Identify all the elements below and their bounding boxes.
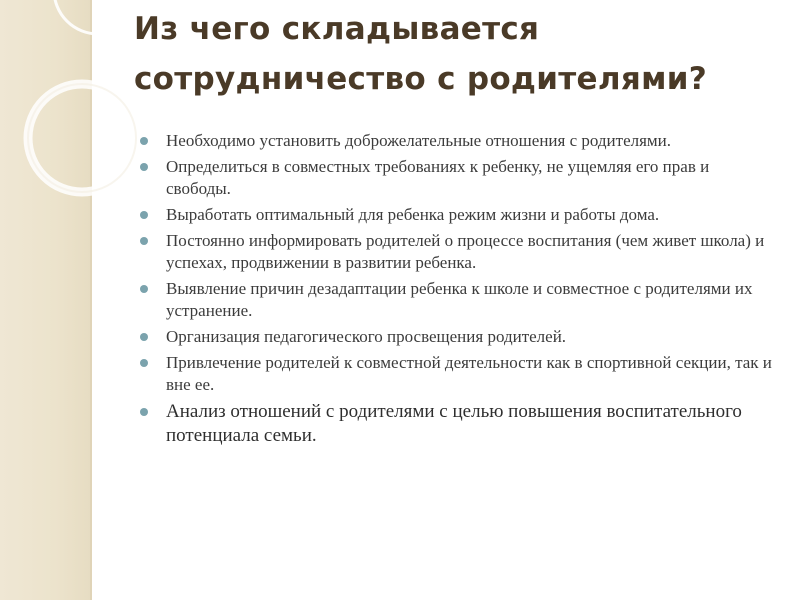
list-item-text: Определиться в совместных требованиях к ребенку, не ущемляя его прав и свободы. [166,157,710,198]
list-item [136,204,776,226]
bullet-dot-icon [140,163,148,171]
bullet-dot-icon [140,237,148,245]
bullet-dot-icon [140,211,148,219]
list-item [136,156,776,200]
list-item-text: Организация педагогического просвещения родителей. [166,327,567,346]
bullet-dot-icon [140,359,148,367]
list-item-text: Привлечение родителей к совместной деятельности как в спортивной секции, так и вне ее. [166,353,772,394]
title-line-1: Из чего складывается [134,11,540,47]
list-item [136,130,776,152]
list-item-text: Анализ отношений с родителями с целью повышения воспитательного потенциала семьи. [166,401,742,446]
slide-title [134,4,774,104]
list-item [136,400,776,448]
bullet-dot-icon [140,137,148,145]
bullet-dot-icon [140,408,148,416]
list-item-text: Выявление причин дезадаптации ребенка к школе и совместное с родителями их устранение. [166,279,753,320]
title-line-2: сотрудничество с родителями? [134,61,708,97]
bullet-list [136,130,776,452]
list-item-text: Выработать оптимальный для ребенка режим жизни и работы дома. [166,205,660,224]
bullet-dot-icon [140,333,148,341]
list-item [136,230,776,274]
list-item-text: Необходимо установить доброжелательные отношения с родителями. [166,131,672,150]
list-item [136,352,776,396]
list-item [136,278,776,322]
list-item [136,326,776,348]
bullet-dot-icon [140,285,148,293]
list-item-text: Постоянно информировать родителей о процессе воспитания (чем живет школа) и успехах, продвижении в развитии ребенка. [166,231,765,272]
